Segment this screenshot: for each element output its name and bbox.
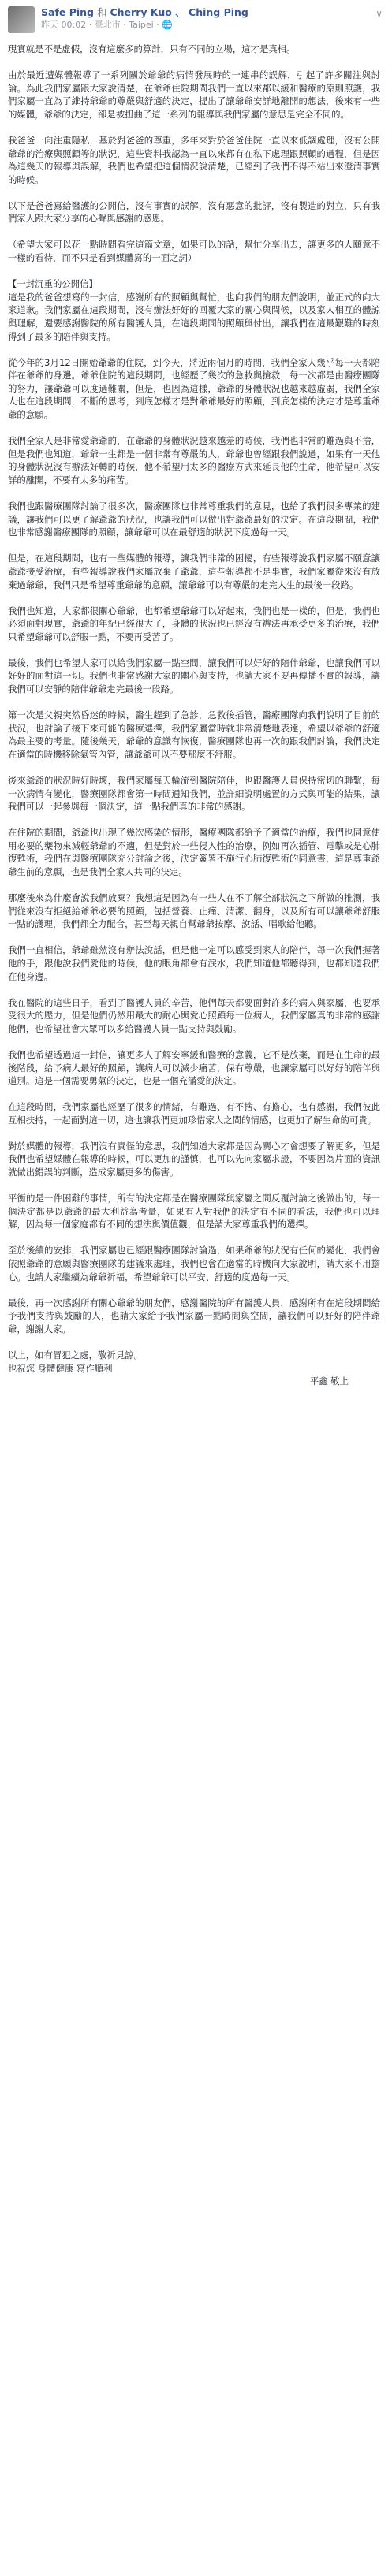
post-paragraph: 我在醫院的這些日子，看到了醫護人員的辛苦，他們每天都要面對許多的病人與家屬，也要承受很大的壓力，但是他們仍然用最大的耐心與愛心照顧每一位病人，我們家屬真的非常的感謝他們，也希望社會大眾可以多給醫護人員一點支持與鼓勵。 [8,996,380,1034]
post-header-text [41,6,248,32]
closing-line: 以上，如有冒犯之處，敬祈見諒。 [8,1349,143,1361]
post-paragraph: 我爸爸一向注重隱私，基於對爸爸的尊重，多年來對於爸爸住院一直以來低調處理，沒有公開爺爺的治療與照顧等的狀況，這些資料我認為一直以來都有在私下處理跟照顧的過程，但是因為這幾天的報導與誤解，我們也希望把這個情況說清楚，已經到了我們不得不站出來澄清事實的時候。 [8,134,380,185]
coauthors-link[interactable]: Cherry Kuo 、 Ching Ping [110,6,248,18]
post-paragraph: 那麼後來為什麼會說我們放棄？我想這是因為有一些人在不了解全部狀況之下所做的推測，我們從來沒有拒絕給爺爺必要的照顧，包括營養、止痛、清潔、翻身，以及所有可以讓爺爺舒服一點的護理，我們都全力配合，甚至每天親自幫爺爺按摩、說話、唱歌給他聽。 [8,892,380,930]
post-paragraph: 我們也知道，大家都很關心爺爺，也都希望爺爺可以好起來，我們也是一樣的，但是，我們也必須面對現實，爺爺的年紀已經很大了，身體的狀況也已經沒有辦法再承受更多的治療，我們只希望爺爺可以舒服一點，不要再受苦了。 [8,605,380,642]
post-paragraph: 我們一直相信，爺爺雖然沒有辦法說話，但是他一定可以感受到家人的陪伴，每一次我們握著他的手，跟他說我們愛他的時候，他的眼角都會有淚水，我們知道他都聽得到，也都知道我們在他身邊。 [8,944,380,982]
post-timestamp[interactable]: 昨天 00:02 [41,20,87,30]
signature: 平鑫 敬上 [309,1375,349,1387]
meta-separator: · [88,20,95,30]
post-authors [41,6,248,19]
author-avatar[interactable] [8,6,35,33]
post-paragraph: 我們全家人是非常愛爺爺的，在爺爺的身體狀況越來越差的時候，我們也非常的難過與不捨，但是我們也知道，爺爺一生都是一個非常有尊嚴的人，爺爺也曾經跟我們說過，如果有一天他的身體狀況沒有辦法好轉的時候，他不希望用太多的醫療方式來延長他的生命，他希望可以安詳的離開，不要有太多的痛苦。 [8,435,380,486]
post-header [8,6,384,38]
chevron-down-icon[interactable]: ∨ [375,8,383,19]
post-body [8,43,380,1388]
post-paragraph: 我們也希望透過這一封信，讓更多人了解安寧緩和醫療的意義，它不是放棄，而是在生命的最後階段，給予病人最好的照顧，讓病人可以減少痛苦，保有尊嚴，也讓家屬可以好好的陪伴與道別。這是一個需要勇氣的決定，也是一個充滿愛的決定。 [8,1048,380,1087]
post-paragraph-intro: 現實就是不是虛假，沒有這麼多的算計，只有不同的立場，這才是真相。 [8,43,296,54]
author-name-link[interactable]: Safe Ping [41,6,94,18]
post-paragraph: 最後，我們也希望大家可以給我們家屬一點空間，讓我們可以好好的陪伴爺爺，也讓我們可以好好的面對這一切。我們也非常感謝大家的關心與支持，也請大家不要再傳播不實的報導，讓我們可以安靜的陪伴爺爺走完最後一段路。 [8,657,380,695]
authors-conjunction: 和 [96,6,107,18]
post-paragraph: 第一次是父親突然昏迷的時候，醫生趕到了急診，急救後插管，醫療團隊向我們說明了目前的狀況，也討論了接下來可能的醫療選擇，我們家屬當時就非常清楚地表達，希望以爺爺的舒適為最主要的考量。隨後幾天，爺爺的意識有恢復，醫療團隊也再一次的跟我們討論，我們決定在適當的時機移除氣管內管，讓爺爺可以不要那麼不舒服。 [8,709,380,760]
open-letter-heading: 【一封沉重的公開信】 [8,278,98,290]
post-paragraph: 後來爺爺的狀況時好時壞，我們家屬每天輪流到醫院陪伴，也跟醫護人員保持密切的聯繫，每一次病情有變化，醫療團隊都會第一時間通知我們，並詳細說明處置的方式與可能的結果，讓我們可以一起參與每一個決定，這一點我們真的非常的感謝。 [8,774,380,813]
closing-line: 也祝您 身體健康 寫作順利 [8,1362,113,1374]
post-paragraph: 最後，再一次感謝所有關心爺爺的朋友們，感謝醫院的所有醫護人員，感謝所有在這段期間給予我們支持與鼓勵的人，也請大家給予我們家屬一點時間與空間，讓我們可以好好的陪伴爺爺，謝謝大家。 [8,1297,380,1335]
meta-separator: · [156,20,162,30]
post-meta [41,19,248,32]
post-location[interactable]: 臺北市 · Taipei [94,20,154,30]
post-paragraph: 對於媒體的報導，我們沒有責怪的意思，我們知道大家都是因為關心才會想要了解更多，但是我們也希望媒體在報導的時候，可以更加的謹慎，也可以先向家屬求證，不要因為片面的資訊就做出錯誤的判斷，造成家屬更多的傷害。 [8,1140,380,1178]
globe-icon: 🌐 [162,20,173,30]
post-paragraph: 在這段時間，我們家屬也經歷了很多的情緒，有難過、有不捨、有擔心，也有感謝，我們彼此互相扶持，一起面對這一切，這也讓我們更加珍惜家人之間的情感，也更加了解生命的可貴。 [8,1101,380,1126]
post-paragraph: 以下是爸爸寫給醫護的公開信，沒有事實的誤解，沒有惡意的批評，沒有製造的對立，只有我們家人跟大家分享的心聲與感謝的感恩。 [8,199,380,225]
post-paragraph: 我們也跟醫療團隊討論了很多次，醫療團隊也非常尊重我們的意見，也給了我們很多專業的建議，讓我們可以更了解爺爺的狀況，也讓我們可以做出對爺爺最好的決定。在這段期間，我們也非常感謝醫療團隊的照顧，讓爺爺可以在最舒適的狀況下度過每一天。 [8,501,380,538]
post-paragraph: 由於最近遭媒體報導了一系列關於爺爺的病情發展時的一連串的誤解，引起了許多關注與討論。為此我們家屬跟大家說清楚，在爺爺住院期間我們一直以來都以緩和醫療的原則照護，我們家屬一直為了維持爺爺的尊嚴與舒適的決定，提出了讓爺爺安詳地離開的想法，後來有一些的媒體，爺爺的決定，卻是被扭曲了這一系列的報導與我們家屬的意思是完全不同的。 [8,69,380,120]
post-paragraph: 從今年的3月12日開始爺爺的住院，到今天，將近兩個月的時間，我們全家人幾乎每一天都陪伴在爺爺的身邊。爺爺住院的這段期間，也經歷了幾次的急救與搶救，每一次都是由醫療團隊的努力，讓爺爺可以度過難關，但是，也因為這樣，爺爺的身體狀況也越來越虛弱，我們全家人也在這段期間，不斷的思考，到底怎樣才是對爺爺最好的照顧，到底怎樣的決定才是尊重爺爺的意願。 [8,356,380,421]
post-paragraph: 這是我的爸爸想寫的一封信，感謝所有的照顧與幫忙，也向我們的朋友們說明，並正式的向大家道歉。我們家屬在這段期間，沒有辦法好好的回覆大家的關心與問候，以及家人相互的體諒與理解，還要感謝醫院的所有醫護人員，在這段期間的照顧與付出，讓我們在這最艱難的時刻得到了最多的陪伴與支持。 [8,291,380,342]
post-paragraph: 但是，在這段期間，也有一些媒體的報導，讓我們非常的困擾，有些報導說我們家屬不願意讓爺爺接受治療，有些報導說我們家屬放棄了爺爺，這些報導都不是事實，我們家屬從來沒有放棄過爺爺，我們只是希望尊重爺爺的意願，讓爺爺可以有尊嚴的走完人生的最後一段路。 [8,553,380,590]
post-paragraph: （希望大家可以花一點時間看完這篇文章，如果可以的話，幫忙分享出去，讓更多的人願意不一樣的看待，而不只是看到媒體寫的一面之詞） [8,239,380,264]
post-paragraph: 至於後續的安排，我們家屬也已經跟醫療團隊討論過，如果爺爺的狀況有任何的變化，我們會依照爺爺的意願與醫療團隊的建議來處理，我們也會在適當的時機向大家說明，請大家不用擔心。也請大家繼續為爺爺祈福，希望爺爺可以平安、舒適的度過每一天。 [8,1245,380,1282]
post-paragraph: 在住院的期間，爺爺也出現了幾次感染的情形，醫療團隊都給予了適當的治療，我們也同意使用必要的藥物來減輕爺爺的不適，但是對於一些侵入性的治療，例如再次插管、電擊或是心肺復甦術，我們在與醫療團隊充分討論之後，決定簽署不施行心肺復甦術的同意書，這是尊重爺爺生前的意願，也是我們全家人共同的決定。 [8,827,380,878]
post-paragraph: 平衡的是一件困難的事情，所有的決定都是在醫療團隊與家屬之間反覆討論之後做出的，每一個決定都是以爺爺的最大利益為考量，如果有人對我們的決定有不同的看法，我們也可以理解，因為每一個家庭都有不同的想法與價值觀，但是請大家尊重我們的選擇。 [8,1193,380,1230]
